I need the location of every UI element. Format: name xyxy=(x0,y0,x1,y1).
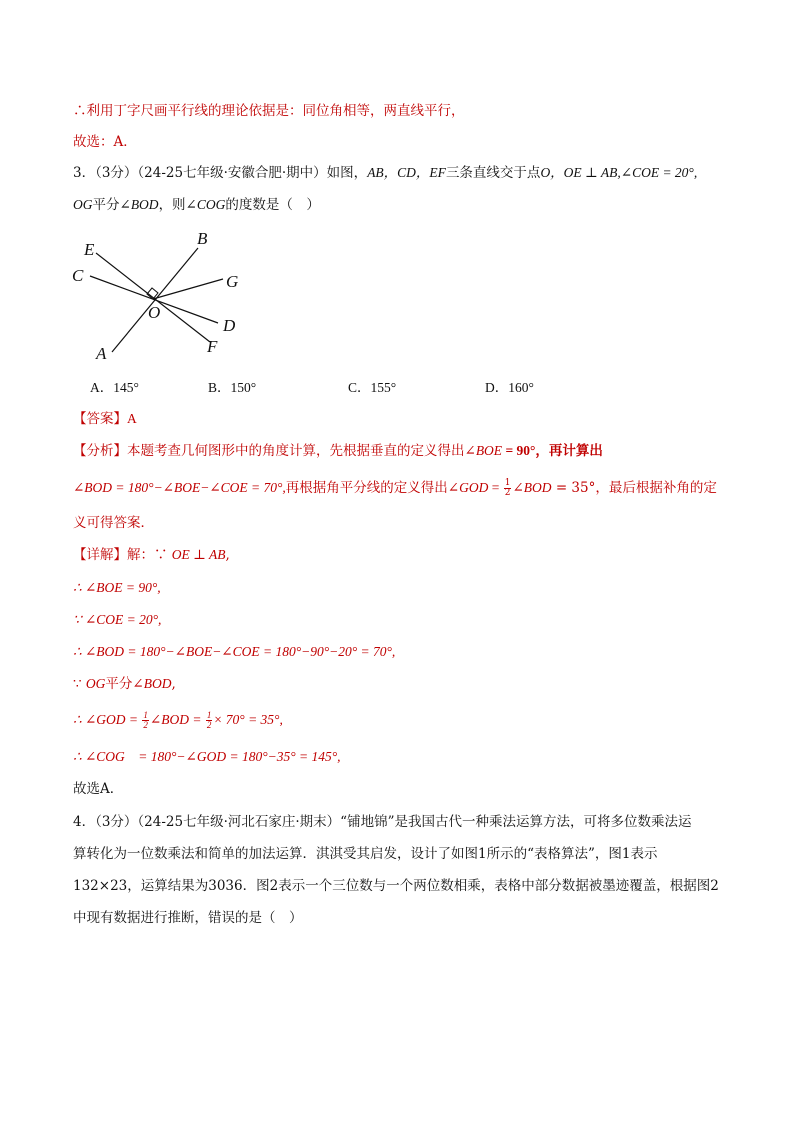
detail-line-intro xyxy=(73,545,230,565)
option-a: A．145° xyxy=(90,380,139,395)
option-c: C．155° xyxy=(348,380,397,395)
analysis-god: GOD xyxy=(459,480,489,495)
step-expression: ∠COE = 20°, xyxy=(84,612,162,627)
q3-stem-cog: COG xyxy=(196,197,226,212)
analysis-text-1: 本题考查几何图形中的角度计算，先根据垂直的定义得出∠ xyxy=(127,443,476,459)
analysis-text-2: 再根据角平分线的定义得出∠ xyxy=(285,480,460,496)
analysis-line-2 xyxy=(73,478,717,498)
q3-stem-lines: AB，CD，EF xyxy=(367,165,446,180)
answer-tag: 【答案】 xyxy=(73,411,127,427)
geometry-figure xyxy=(68,228,258,368)
fraction-numerator: 1 xyxy=(143,710,148,721)
q3-stem-og: OG xyxy=(73,197,93,212)
answer-line xyxy=(73,409,137,429)
q3-stem-then: ，则∠ xyxy=(158,197,197,213)
step-symbol: ∵ xyxy=(73,676,86,692)
step-half-fraction xyxy=(142,711,149,730)
detail-intro: 解：∵ xyxy=(127,547,172,563)
analysis-tag: 【分析】 xyxy=(73,443,127,459)
step-half-fraction-2 xyxy=(206,711,213,730)
q3-stem-line-1 xyxy=(73,163,697,183)
analysis-text-2-end: = 35°，最后根据补角的定 xyxy=(551,480,717,496)
detail-tag: 【详解】 xyxy=(73,547,127,563)
step-expression: ∠COG = 180°−∠GOD = 180°−35° = 145°, xyxy=(84,749,341,764)
analysis-line-3: 义可得答案． xyxy=(73,515,154,531)
detail-step-3 xyxy=(73,642,395,662)
step-og: OG xyxy=(85,676,106,691)
fraction-numerator: 1 xyxy=(504,478,511,488)
step-symbol: ∵ xyxy=(73,612,85,627)
label-o: O xyxy=(148,303,161,322)
fraction-denominator: 2 xyxy=(143,720,148,731)
detail-step-6 xyxy=(73,747,341,767)
conclusion-line: ∴利用丁字尺画平行线的理论依据是：同位角相等，两直线平行， xyxy=(73,103,465,119)
analysis-boe-value: = 90°，再计算出 xyxy=(502,443,603,458)
fraction-denominator: 2 xyxy=(504,488,511,498)
detail-intro-math: OE ⊥ AB xyxy=(171,547,226,562)
q4-line-3: 132×23，运算结果为3036．图2表示一个三位数与一个两位数相乘，表格中部分数据被墨迹覆盖，根据图2 xyxy=(73,878,719,894)
step-symbol: ∴ xyxy=(73,580,85,595)
detail-step-1 xyxy=(73,578,161,598)
step-expression: 平分∠ xyxy=(105,676,144,692)
step-bod: BOD xyxy=(143,676,172,691)
label-d: D xyxy=(223,316,236,335)
step-expression-c: × 70° = 35°, xyxy=(213,712,283,727)
label-c: C xyxy=(72,266,84,285)
option-d: D．160° xyxy=(485,380,534,395)
option-b: B．150° xyxy=(208,380,257,395)
detail-step-2 xyxy=(73,610,161,630)
q4-line-4: 中现有数据进行推断，错误的是（ ） xyxy=(73,910,303,926)
q3-stem-condition: O，OE ⊥ AB,∠COE = 20°, xyxy=(540,165,698,180)
step-expression: ∠GOD = xyxy=(84,712,142,727)
label-e: E xyxy=(84,240,95,259)
label-f: F xyxy=(207,337,218,356)
fraction-numerator: 1 xyxy=(206,710,212,721)
q3-stem-text-b: 三条直线交于点 xyxy=(445,165,541,181)
detail-intro-end: , xyxy=(225,547,230,563)
analysis-line-1 xyxy=(73,441,603,461)
q3-stem-text: 3．（3分）（24-25七年级·安徽合肥·期中）如图， xyxy=(73,165,368,181)
step-symbol: ∴ xyxy=(73,749,85,764)
q3-stem-line-2 xyxy=(73,195,320,215)
analysis-bod-calc: ∠BOD = 180°−∠BOE−∠COE = 70°, xyxy=(73,480,286,495)
label-g: G xyxy=(226,272,239,291)
analysis-angle-sym: ∠ xyxy=(512,480,524,496)
analysis-bod: BOD xyxy=(523,480,552,495)
analysis-eq: = xyxy=(488,480,503,495)
step-expression-b: ∠BOD = xyxy=(149,712,205,727)
step-expression: ∠BOE = 90°, xyxy=(84,580,161,595)
analysis-half-fraction xyxy=(504,479,512,498)
q4-line-2: 算转化为一位数乘法和简单的加法运算．淇淇受其启发，设计了如图1所示的“表格算法”，图1表示 xyxy=(73,846,658,862)
step-symbol: ∴ xyxy=(73,712,85,727)
line-eof xyxy=(96,253,210,342)
step-end: , xyxy=(171,676,176,692)
q3-stem-bisect: 平分∠ xyxy=(92,197,131,213)
label-b: B xyxy=(197,229,208,248)
line-aob xyxy=(112,248,198,352)
step-expression: ∠BOD = 180°−∠BOE−∠COE = 180°−90°−20° = 70°, xyxy=(84,644,396,659)
q4-line-1: 4．（3分）（24-25七年级·河北石家庄·期末）“铺地锦”是我国古代一种乘法运算方法，可将多位数乘法运 xyxy=(73,814,692,830)
q3-stem-end: 的度数是（ ） xyxy=(225,197,320,213)
label-a: A xyxy=(96,344,107,363)
answer-value: A xyxy=(127,411,137,426)
fraction-denominator: 2 xyxy=(206,720,212,731)
q3-stem-bod: BOD xyxy=(130,197,159,212)
step-symbol: ∴ xyxy=(73,644,85,659)
choice-line: 故选：A． xyxy=(73,134,137,150)
analysis-boe: BOE xyxy=(475,443,503,458)
detail-step-4 xyxy=(73,674,176,694)
detail-step-5 xyxy=(73,710,283,730)
final-choice-line: 故选A． xyxy=(73,781,124,797)
